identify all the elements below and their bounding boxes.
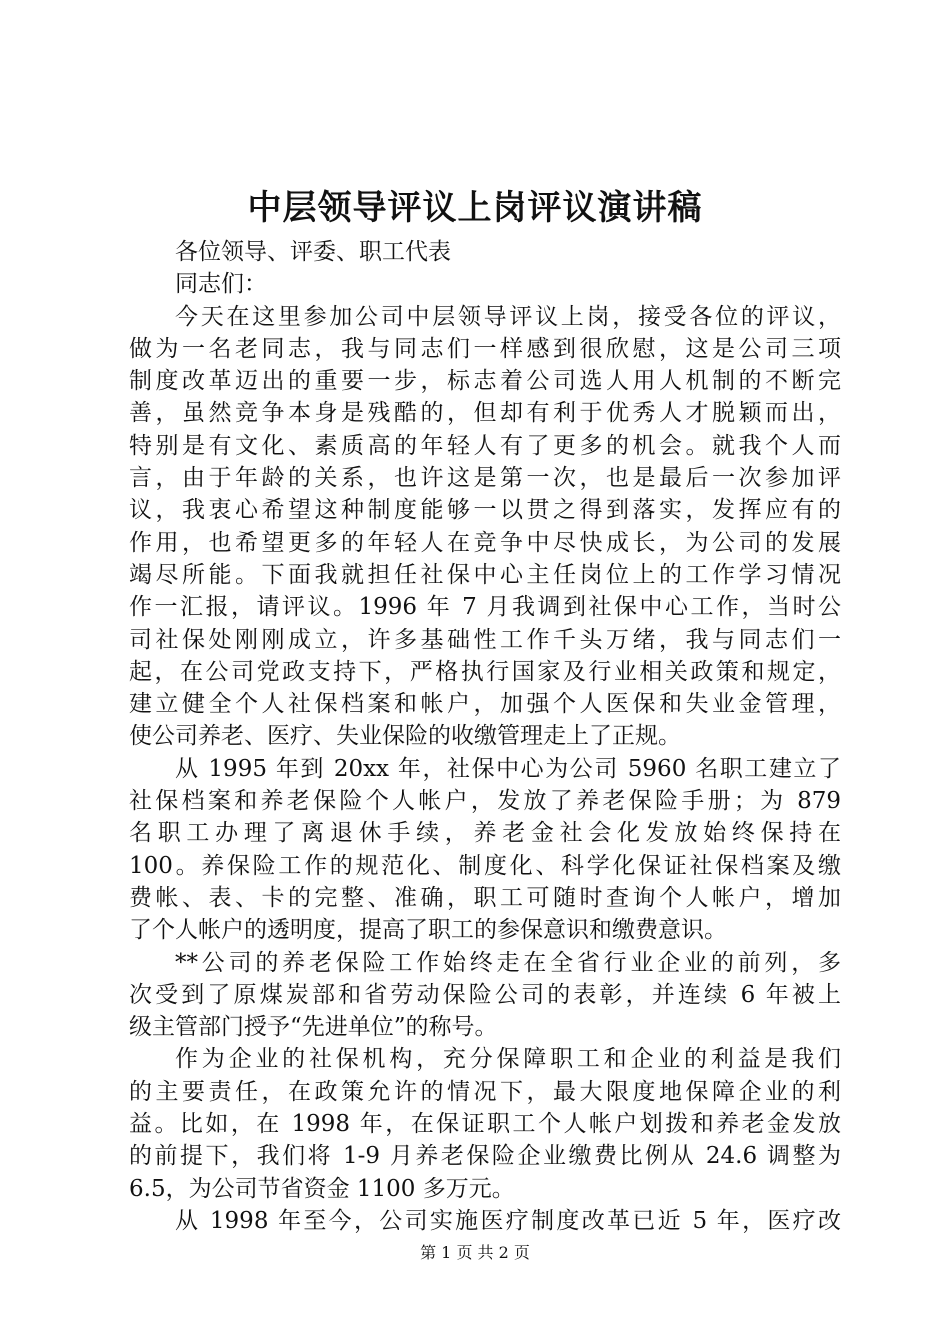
body-line: 级主管部门授予“先进单位”的称号。 (129, 1014, 498, 1041)
body-line: 社保档案和养老保险个人帐户，发放了养老保险手册；为 879 (129, 788, 841, 815)
body-line: 的主要责任，在政策允许的情况下，最大限度地保障企业的利 (129, 1078, 841, 1105)
body-line: 益。比如，在 1998 年，在保证职工个人帐户划拨和养老金发放 (129, 1111, 841, 1138)
body-line: 作为企业的社保机构，充分保障职工和企业的利益是我们 (175, 1046, 841, 1073)
document-body (129, 236, 841, 1237)
page-footer: 第 1 页 共 2 页 (420, 1243, 530, 1262)
body-line: 议，我衷心希望这种制度能够一以贯之得到落实，发挥应有的 (129, 497, 841, 524)
body-line: 各位领导、评委、职工代表 (175, 239, 451, 265)
body-line: 做为一名老同志，我与同志们一样感到很欣慰，这是公司三项 (129, 335, 841, 362)
body-line: 使公司养老、医疗、失业保险的收缴管理走上了正规。 (129, 723, 681, 750)
body-line: 次受到了原煤炭部和省劳动保险公司的表彰，并连续 6 年被上 (129, 981, 841, 1008)
body-line: 从 1995 年到 20xx 年，社保中心为公司 5960 名职工建立了 (175, 755, 841, 782)
document-title: 中层领导评议上岗评议演讲稿 (247, 188, 703, 228)
body-line: 建立健全个人社保档案和帐户，加强个人医保和失业金管理， (129, 691, 841, 718)
body-line: 名职工办理了离退休手续，养老金社会化发放始终保持在 (129, 820, 841, 847)
body-line: 的前提下，我们将 1-9 月养老保险企业缴费比例从 24.6 调整为 (129, 1143, 841, 1170)
body-line: 作一汇报，请评议。1996 年 7 月我调到社保中心工作，当时公 (129, 594, 841, 621)
body-line: 司社保处刚刚成立，许多基础性工作千头万绪，我与同志们一 (129, 626, 841, 653)
body-line: 起，在公司党政支持下，严格执行国家及行业相关政策和规定， (129, 658, 841, 685)
body-line: 今天在这里参加公司中层领导评议上岗，接受各位的评议， (175, 303, 841, 330)
body-line: 特别是有文化、素质高的年轻人有了更多的机会。就我个人而 (129, 432, 841, 459)
body-line: 竭尽所能。下面我就担任社保中心主任岗位上的工作学习情况 (129, 561, 841, 588)
body-line: 同志们： (175, 271, 267, 298)
body-line: 100。养保险工作的规范化、制度化、科学化保证社保档案及缴 (129, 852, 841, 879)
body-line: **公司的养老保险工作始终走在全省行业企业的前列，多 (175, 949, 841, 976)
body-line: 费帐、表、卡的完整、准确，职工可随时查询个人帐户，增加 (129, 884, 841, 911)
body-line: 制度改革迈出的重要一步，标志着公司选人用人机制的不断完 (129, 368, 841, 395)
body-line: 6.5，为公司节省资金 1100 多万元。 (129, 1175, 515, 1202)
body-line: 从 1998 年至今，公司实施医疗制度改革已近 5 年，医疗改 (175, 1207, 841, 1234)
body-line: 了个人帐户的透明度，提高了职工的参保意识和缴费意识。 (129, 917, 727, 944)
body-line: 作用，也希望更多的年轻人在竞争中尽快成长，为公司的发展 (129, 529, 841, 556)
body-line: 善，虽然竞争本身是残酷的，但却有利于优秀人才脱颖而出， (129, 400, 841, 427)
body-line: 言，由于年龄的关系，也许这是第一次，也是最后一次参加评 (129, 465, 841, 492)
